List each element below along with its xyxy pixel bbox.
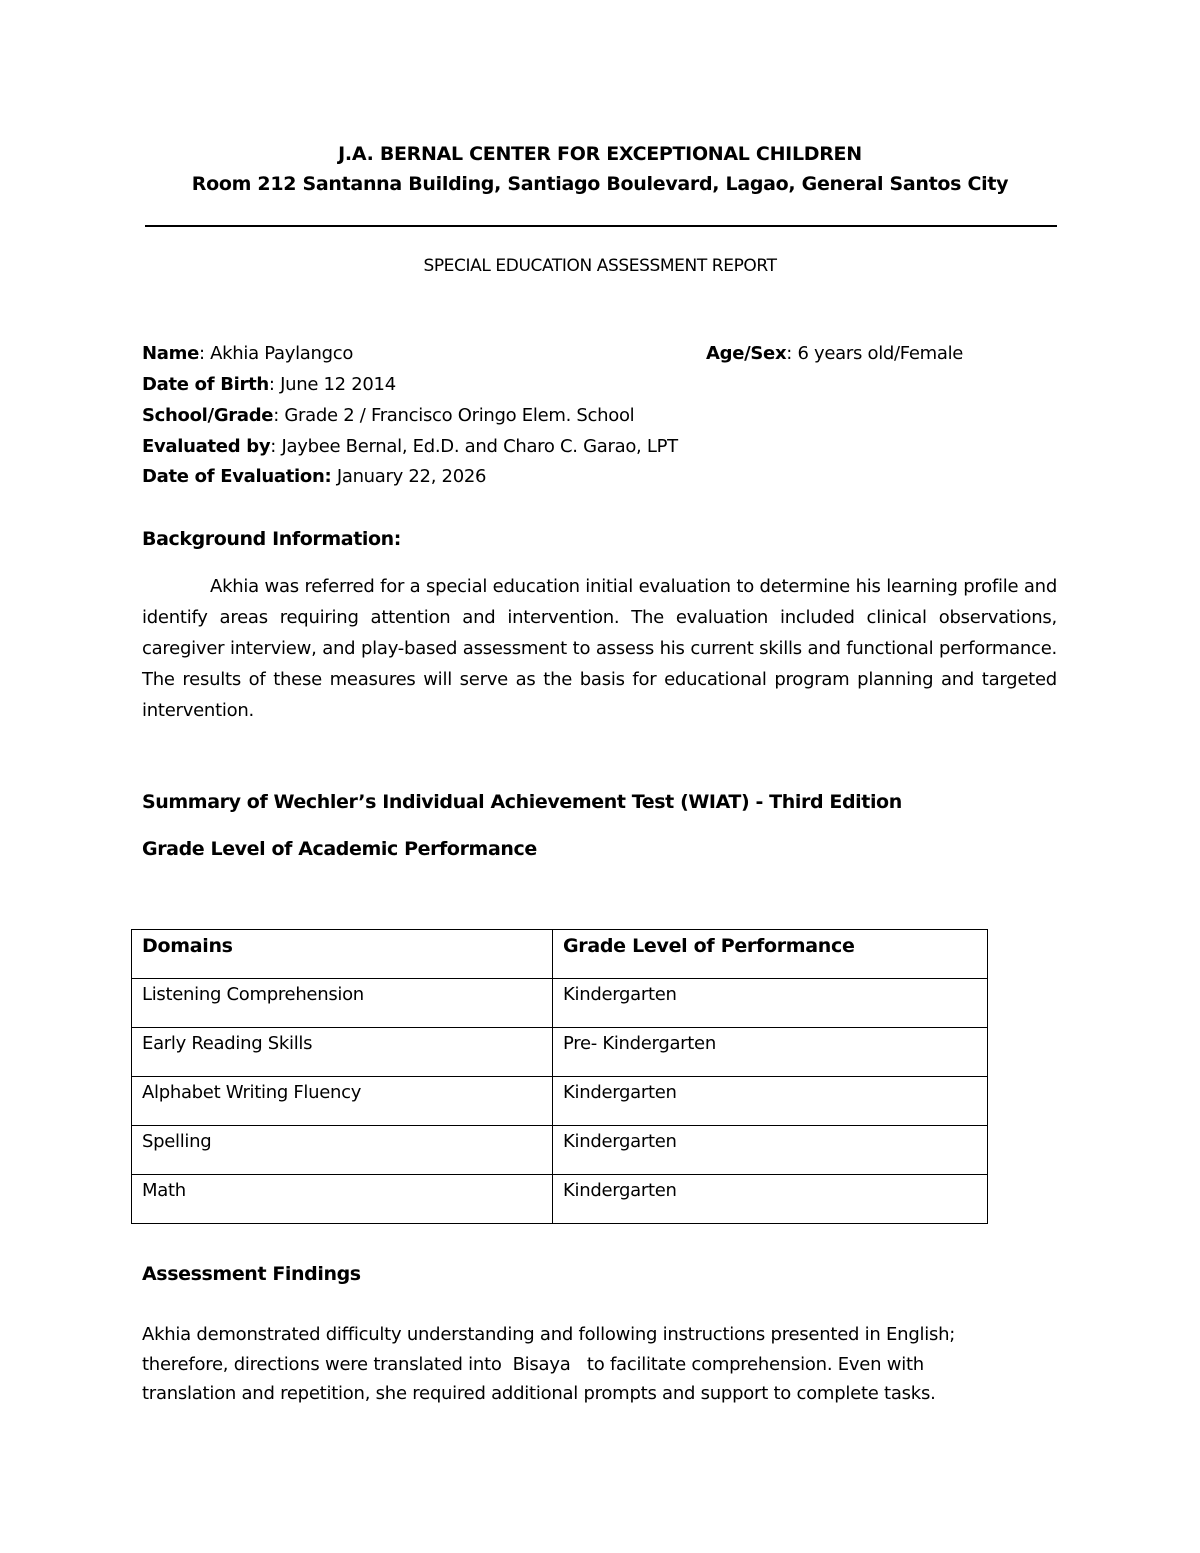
table-row xyxy=(132,1175,988,1224)
school-value: Grade 2 / Francisco Oringo Elem. School xyxy=(284,405,635,426)
age-sex-line: Age/Sex: 6 years old/Female xyxy=(706,343,964,364)
table-header-row xyxy=(132,930,988,979)
background-paragraph xyxy=(142,571,1057,726)
date-evaluation-value: January 22, 2026 xyxy=(336,466,487,487)
performance-table xyxy=(131,929,988,1224)
column-header-grade-level: Grade Level of Performance xyxy=(553,930,988,979)
domain-cell: Listening Comprehension xyxy=(132,979,553,1028)
grade-level-cell: Kindergarten xyxy=(553,979,988,1028)
evaluated-by-value: Jaybee Bernal, Ed.D. and Charo C. Garao, LPT xyxy=(281,436,678,457)
table-row xyxy=(132,1028,988,1077)
findings-line: translation and repetition, she required additional prompts and support to complete tasks. xyxy=(142,1383,936,1404)
findings-line: Akhia demonstrated difficulty understanding and following instructions presented in English; xyxy=(142,1324,956,1345)
table-row xyxy=(132,979,988,1028)
domain-cell: Alphabet Writing Fluency xyxy=(132,1077,553,1126)
institution-name: J.A. BERNAL CENTER FOR EXCEPTIONAL CHILDREN xyxy=(338,143,862,165)
findings-paragraph xyxy=(142,1320,1042,1409)
table-row xyxy=(132,1126,988,1175)
findings-line: therefore, directions were translated into Bisaya to facilitate comprehension. Even with xyxy=(142,1353,924,1375)
wiat-heading: Summary of Wechler’s Individual Achievement Test (WIAT) - Third Edition xyxy=(142,791,902,813)
date-evaluation-label: Date of Evaluation: xyxy=(142,466,332,487)
grade-level-cell: Kindergarten xyxy=(553,1126,988,1175)
institution-address: Room 212 Santanna Building, Santiago Boulevard, Lagao, General Santos City xyxy=(191,173,1009,195)
evaluated-by-line: Evaluated by: Jaybee Bernal, Ed.D. and Charo C. Garao, LPT xyxy=(142,436,678,457)
report-title: SPECIAL EDUCATION ASSESSMENT REPORT xyxy=(423,256,777,276)
name-label: Name xyxy=(142,343,199,364)
name-line: Name: Akhia Paylangco xyxy=(142,343,354,364)
background-text: Akhia was referred for a special education initial evaluation to determine his learning profile and identify areas requiring attention and intervention. The evaluation included clinical observations, caregiver interview, and play-based assessment to assess his current skills and functional performance. The results of these measures will serve as the basis for educational program planning and targeted intervention. xyxy=(142,576,1057,721)
grade-level-cell: Kindergarten xyxy=(553,1077,988,1126)
wiat-subheading: Grade Level of Academic Performance xyxy=(142,838,537,860)
school-label: School/Grade xyxy=(142,405,274,426)
date-evaluation-line xyxy=(142,466,486,487)
age-sex-label: Age/Sex xyxy=(706,343,787,364)
domain-cell: Early Reading Skills xyxy=(132,1028,553,1077)
grade-level-cell: Pre- Kindergarten xyxy=(553,1028,988,1077)
school-line: School/Grade: Grade 2 / Francisco Oringo Elem. School xyxy=(142,405,635,426)
dob-line: Date of Birth: June 12 2014 xyxy=(142,374,396,395)
dob-value: June 12 2014 xyxy=(280,374,396,395)
age-sex-value: 6 years old/Female xyxy=(797,343,964,364)
domain-cell: Math xyxy=(132,1175,553,1224)
student-name: Akhia Paylangco xyxy=(210,343,354,364)
domain-cell: Spelling xyxy=(132,1126,553,1175)
findings-heading: Assessment Findings xyxy=(142,1263,361,1285)
dob-label: Date of Birth xyxy=(142,374,269,395)
column-header-domains: Domains xyxy=(132,930,553,979)
grade-level-cell: Kindergarten xyxy=(553,1175,988,1224)
header-divider xyxy=(145,225,1057,227)
table-row xyxy=(132,1077,988,1126)
evaluated-by-label: Evaluated by xyxy=(142,436,271,457)
background-heading: Background Information: xyxy=(142,528,401,550)
